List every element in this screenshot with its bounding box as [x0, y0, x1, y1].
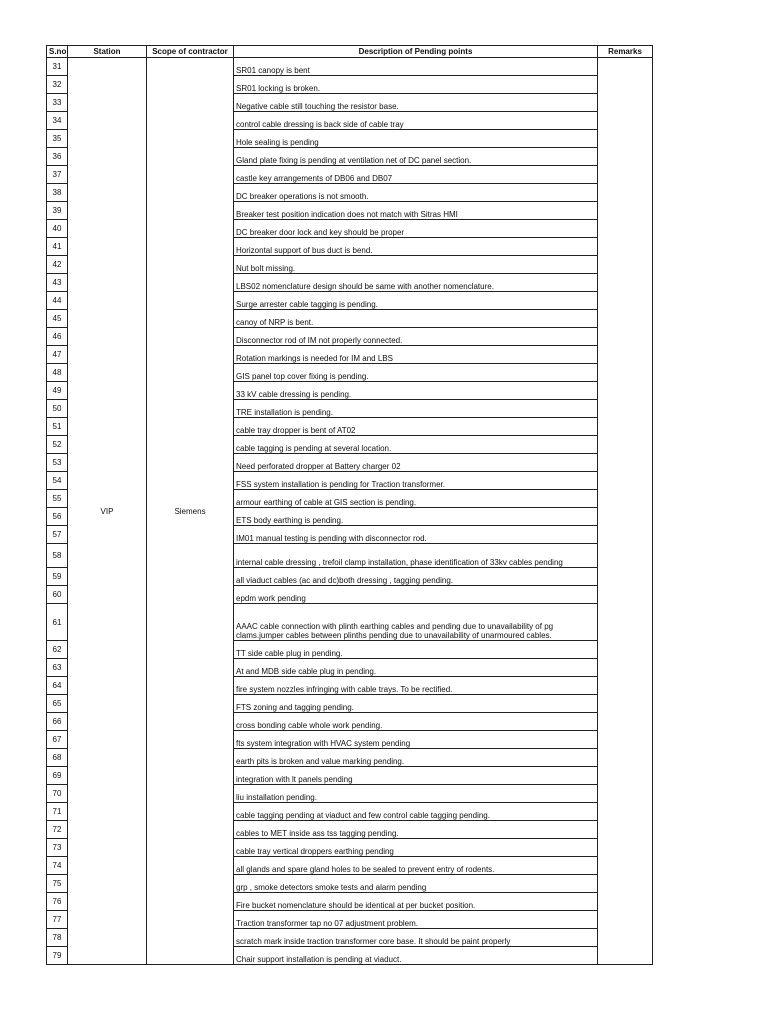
- row-description: Chair support installation is pending at viaduct.: [234, 947, 598, 965]
- table-body: [47, 58, 653, 965]
- row-description: Nut bolt missing.: [234, 256, 598, 274]
- row-description: earth pits is broken and value marking pending.: [234, 749, 598, 767]
- table-row: [47, 58, 653, 76]
- row-sno: 43: [47, 274, 68, 292]
- row-sno: 34: [47, 112, 68, 130]
- row-sno: 33: [47, 94, 68, 112]
- header-station: Station: [68, 46, 147, 58]
- row-sno: 72: [47, 821, 68, 839]
- row-description: canoy of NRP is bent.: [234, 310, 598, 328]
- row-sno: 65: [47, 695, 68, 713]
- row-description: internal cable dressing , trefoil clamp installation, phase identification of 33kv cables pending: [234, 544, 598, 568]
- row-sno: 57: [47, 526, 68, 544]
- row-sno: 67: [47, 731, 68, 749]
- row-sno: 71: [47, 803, 68, 821]
- row-sno: 32: [47, 76, 68, 94]
- row-sno: 68: [47, 749, 68, 767]
- row-sno: 75: [47, 875, 68, 893]
- row-sno: 49: [47, 382, 68, 400]
- row-sno: 31: [47, 58, 68, 76]
- row-description: FTS zoning and tagging pending.: [234, 695, 598, 713]
- row-sno: 76: [47, 893, 68, 911]
- header-scope: Scope of contractor: [147, 46, 234, 58]
- row-description: ETS body earthing is pending.: [234, 508, 598, 526]
- row-description: Traction transformer tap no 07 adjustment problem.: [234, 911, 598, 929]
- row-description: cable tagging is pending at several location.: [234, 436, 598, 454]
- row-sno: 58: [47, 544, 68, 568]
- row-sno: 61: [47, 604, 68, 641]
- row-description: LBS02 nomenclature design should be same with another nomenclature.: [234, 274, 598, 292]
- row-sno: 62: [47, 641, 68, 659]
- row-description: Surge arrester cable tagging is pending.: [234, 292, 598, 310]
- row-description: Hole sealing is pending: [234, 130, 598, 148]
- row-sno: 36: [47, 148, 68, 166]
- row-sno: 38: [47, 184, 68, 202]
- row-description: At and MDB side cable plug in pending.: [234, 659, 598, 677]
- row-description: cable tagging pending at viaduct and few control cable tagging pending.: [234, 803, 598, 821]
- row-description: Gland plate fixing is pending at ventilation net of DC panel section.: [234, 148, 598, 166]
- row-description: cables to MET inside ass tss tagging pending.: [234, 821, 598, 839]
- header-description: Description of Pending points: [234, 46, 598, 58]
- row-description: liu installation pending.: [234, 785, 598, 803]
- row-description: SR01 canopy is bent: [234, 58, 598, 76]
- row-sno: 53: [47, 454, 68, 472]
- row-sno: 55: [47, 490, 68, 508]
- row-sno: 74: [47, 857, 68, 875]
- scope-cell: Siemens: [147, 58, 234, 965]
- row-sno: 50: [47, 400, 68, 418]
- row-description: Horizontal support of bus duct is bend.: [234, 238, 598, 256]
- header-row: [47, 46, 653, 58]
- row-description: cross bonding cable whole work pending.: [234, 713, 598, 731]
- header-sno: S.no: [47, 46, 68, 58]
- row-description: cable tray dropper is bent of AT02: [234, 418, 598, 436]
- row-description: 33 kV cable dressing is pending.: [234, 382, 598, 400]
- row-description: SR01 locking is broken.: [234, 76, 598, 94]
- row-sno: 44: [47, 292, 68, 310]
- row-sno: 79: [47, 947, 68, 965]
- page-bottom-margin: [0, 971, 768, 1024]
- row-sno: 39: [47, 202, 68, 220]
- row-description: Breaker test position indication does not match with Sitras HMI: [234, 202, 598, 220]
- row-sno: 60: [47, 586, 68, 604]
- remarks-cell: [598, 58, 653, 965]
- row-sno: 45: [47, 310, 68, 328]
- row-description: armour earthing of cable at GIS section is pending.: [234, 490, 598, 508]
- row-sno: 37: [47, 166, 68, 184]
- row-description: AAAC cable connection with plinth earthing cables and pending due to unavailability of pg clams.jumper cables between plinths pending due to unavailability of unarmoured cables.: [234, 604, 598, 641]
- row-sno: 46: [47, 328, 68, 346]
- row-sno: 54: [47, 472, 68, 490]
- row-description: control cable dressing is back side of cable tray: [234, 112, 598, 130]
- row-description: DC breaker door lock and key should be proper: [234, 220, 598, 238]
- row-description: TT side cable plug in pending.: [234, 641, 598, 659]
- row-sno: 41: [47, 238, 68, 256]
- row-description: castle key arrangements of DB06 and DB07: [234, 166, 598, 184]
- row-sno: 56: [47, 508, 68, 526]
- row-sno: 70: [47, 785, 68, 803]
- row-description: integration with lt panels pending: [234, 767, 598, 785]
- header-remarks: Remarks: [598, 46, 653, 58]
- row-sno: 77: [47, 911, 68, 929]
- row-description: cable tray vertical droppers earthing pending: [234, 839, 598, 857]
- row-description: Need perforated dropper at Battery charger 02: [234, 454, 598, 472]
- row-sno: 78: [47, 929, 68, 947]
- row-sno: 40: [47, 220, 68, 238]
- row-sno: 47: [47, 346, 68, 364]
- row-description: GIS panel top cover fixing is pending.: [234, 364, 598, 382]
- row-description: Disconnector rod of IM not properly connected.: [234, 328, 598, 346]
- row-sno: 51: [47, 418, 68, 436]
- row-description: all glands and spare gland holes to be sealed to prevent entry of rodents.: [234, 857, 598, 875]
- row-sno: 52: [47, 436, 68, 454]
- row-description: FSS system installation is pending for Traction transformer.: [234, 472, 598, 490]
- row-sno: 73: [47, 839, 68, 857]
- row-description: IM01 manual testing is pending with disconnector rod.: [234, 526, 598, 544]
- row-sno: 63: [47, 659, 68, 677]
- row-description: TRE installation is pending.: [234, 400, 598, 418]
- row-description: Fire bucket nomenclature should be identical at per bucket position.: [234, 893, 598, 911]
- row-sno: 59: [47, 568, 68, 586]
- row-description: scratch mark inside traction transformer core base. It should be paint properly: [234, 929, 598, 947]
- row-description: all viaduct cables (ac and dc)both dressing , tagging pending.: [234, 568, 598, 586]
- row-description: fire system nozzles infringing with cable trays. To be rectified.: [234, 677, 598, 695]
- station-cell: VIP: [68, 58, 147, 965]
- row-description: DC breaker operations is not smooth.: [234, 184, 598, 202]
- row-sno: 66: [47, 713, 68, 731]
- row-description: fts system integration with HVAC system pending: [234, 731, 598, 749]
- row-description: Negative cable still touching the resistor base.: [234, 94, 598, 112]
- row-description: grp , smoke detectors smoke tests and alarm pending: [234, 875, 598, 893]
- row-description: epdm work pending: [234, 586, 598, 604]
- row-sno: 35: [47, 130, 68, 148]
- row-description: Rotation markings is needed for IM and LBS: [234, 346, 598, 364]
- row-sno: 64: [47, 677, 68, 695]
- row-sno: 48: [47, 364, 68, 382]
- row-sno: 42: [47, 256, 68, 274]
- row-sno: 69: [47, 767, 68, 785]
- pending-points-table: [46, 45, 653, 965]
